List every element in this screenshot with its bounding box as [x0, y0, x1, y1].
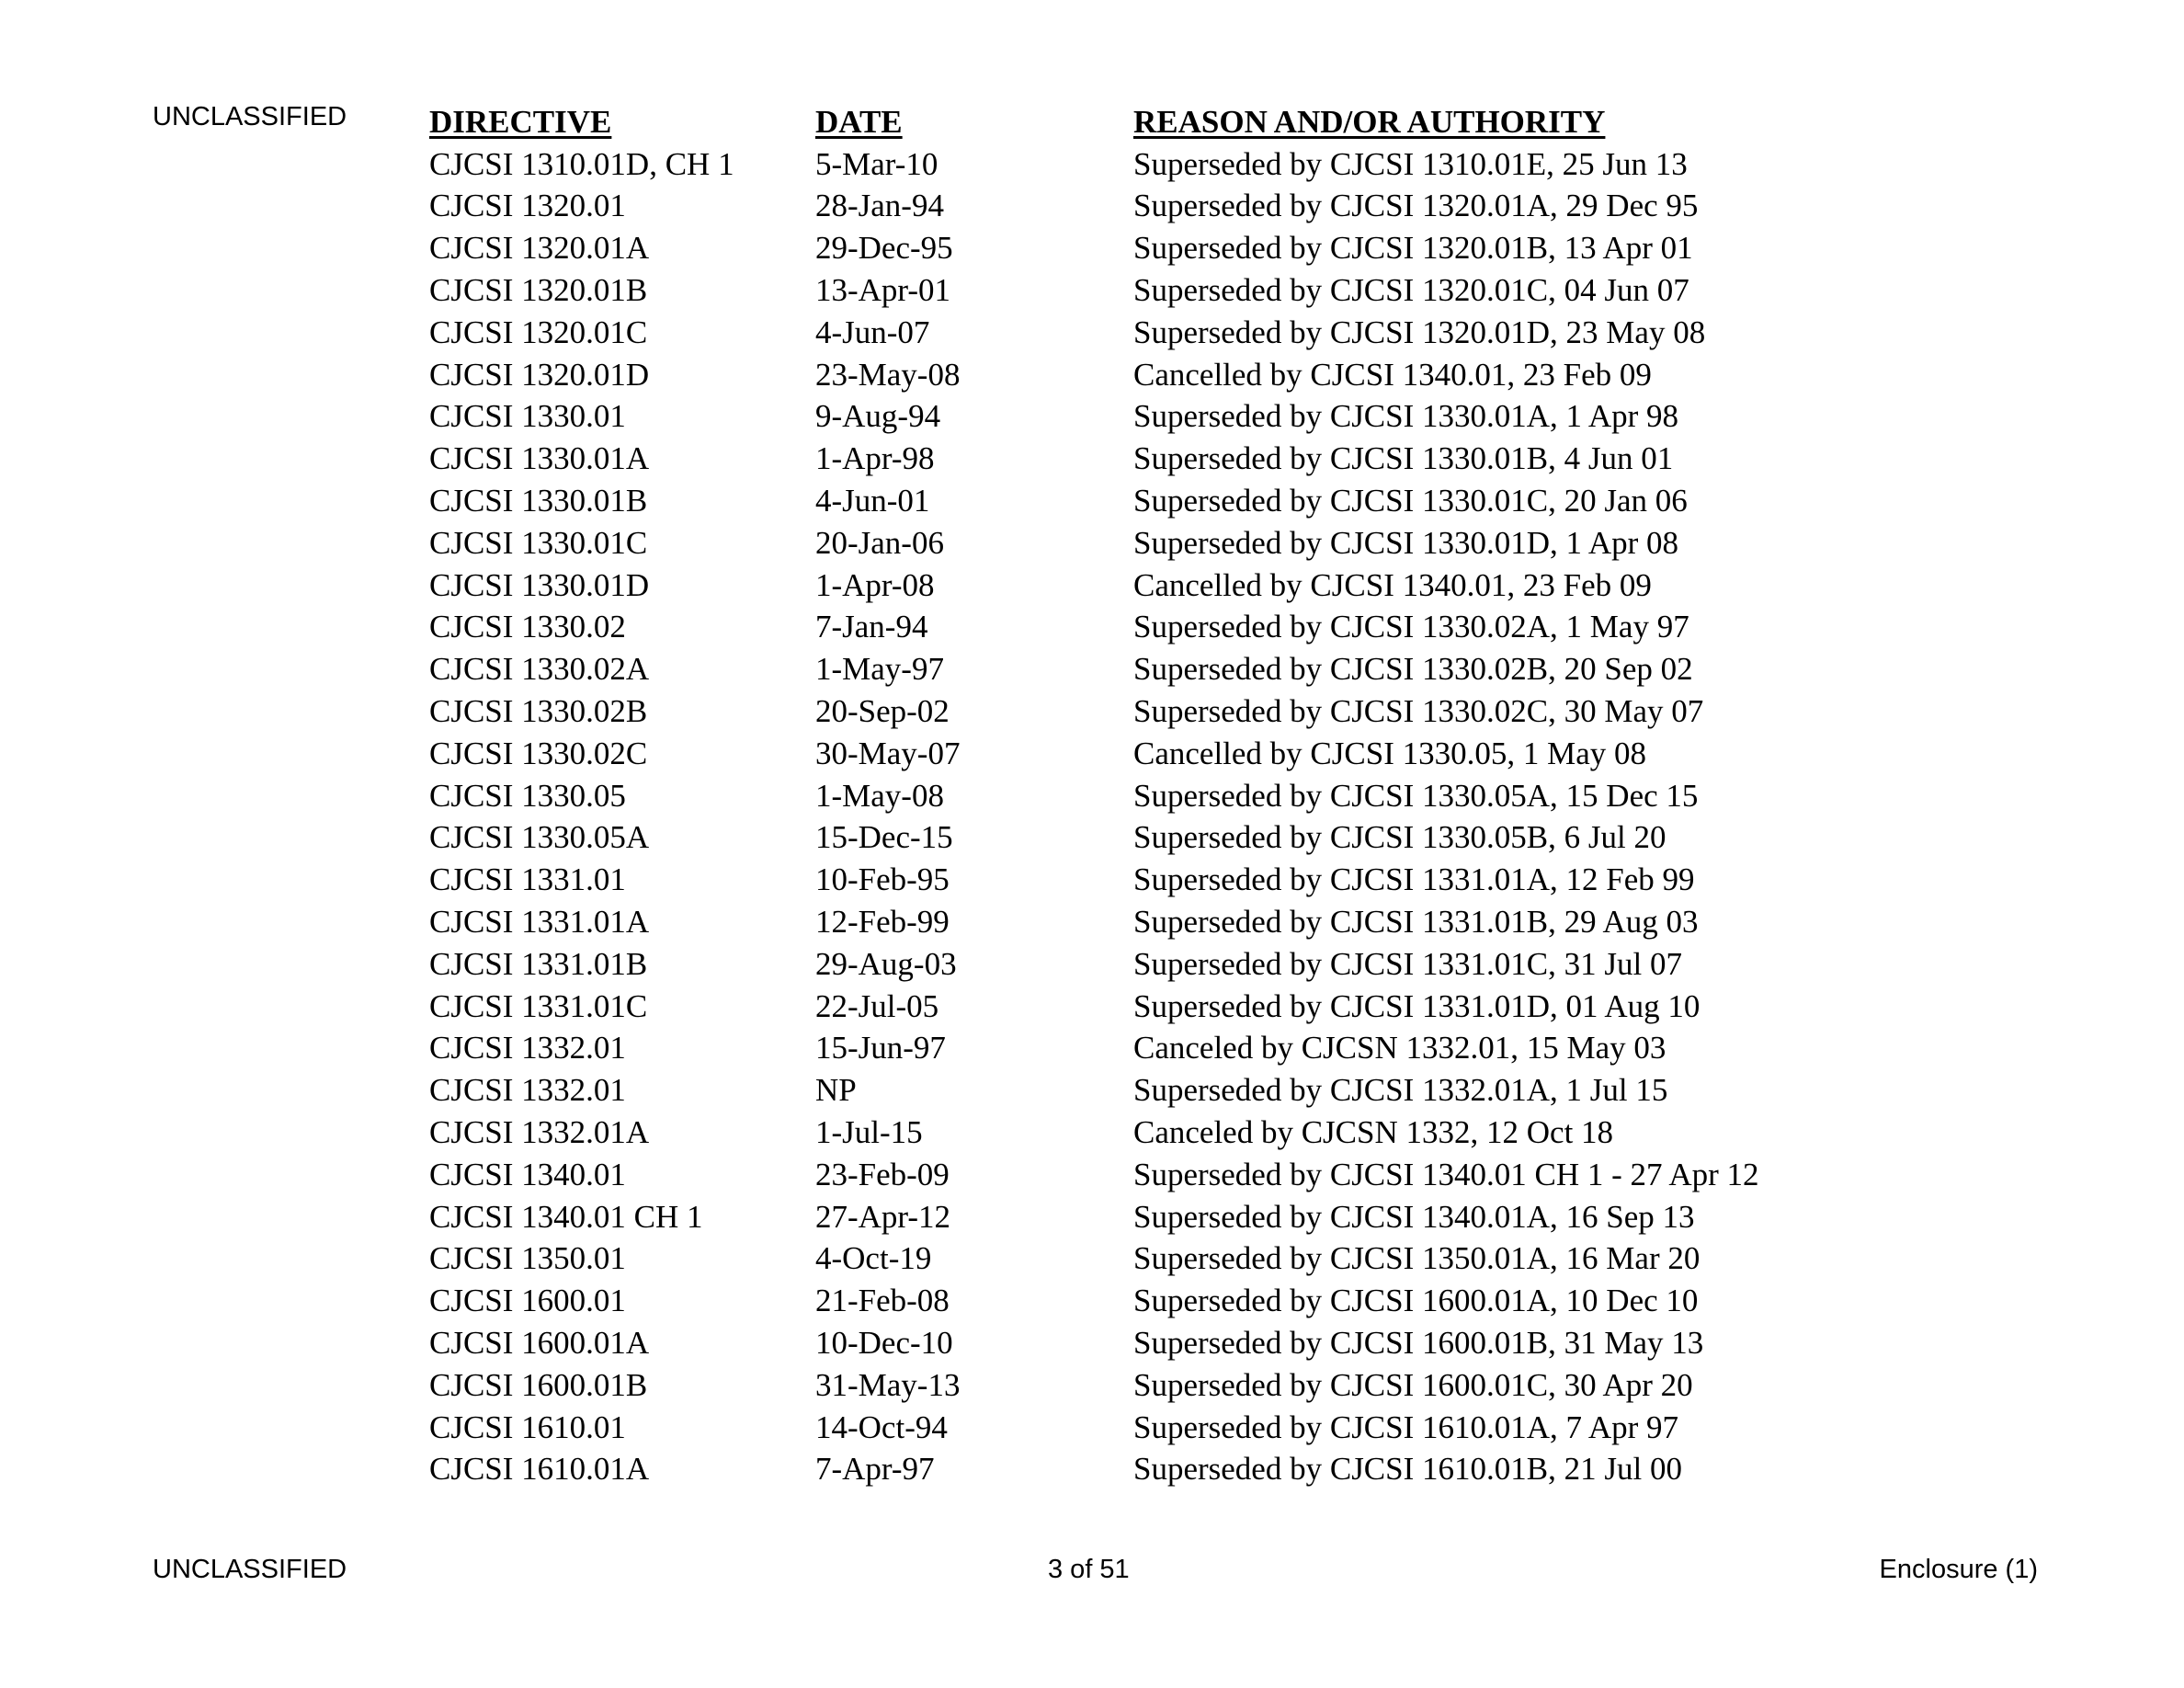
- cell-reason: Superseded by CJCSI 1330.02C, 30 May 07: [1133, 693, 1704, 730]
- table-row: [429, 1028, 1854, 1070]
- cell-reason: Superseded by CJCSI 1600.01B, 31 May 13: [1133, 1325, 1704, 1361]
- cell-directive: CJCSI 1340.01 CH 1: [429, 1198, 703, 1235]
- table-body: [429, 143, 1854, 1491]
- cell-directive: CJCSI 1330.02C: [429, 735, 648, 771]
- cell-directive: CJCSI 1310.01D, CH 1: [429, 145, 734, 182]
- cell-directive: CJCSI 1330.01D: [429, 566, 650, 603]
- cell-directive: CJCSI 1320.01C: [429, 314, 648, 350]
- table-row: [429, 733, 1854, 775]
- cell-date: 4-Jun-01: [815, 483, 930, 519]
- cell-directive: CJCSI 1330.02A: [429, 651, 650, 688]
- cell-date: 4-Jun-07: [815, 314, 930, 350]
- cell-date: 1-May-97: [815, 651, 944, 688]
- table-row: [429, 943, 1854, 986]
- cell-directive: CJCSI 1610.01: [429, 1409, 626, 1445]
- table-row: [429, 1407, 1854, 1449]
- cell-reason: Superseded by CJCSI 1350.01A, 16 Mar 20: [1133, 1240, 1701, 1277]
- cell-date: 5-Mar-10: [815, 145, 938, 182]
- cell-reason: Canceled by CJCSN 1332, 12 Oct 18: [1133, 1114, 1614, 1151]
- enclosure-label: Enclosure (1): [1879, 1555, 2038, 1584]
- cell-reason: Cancelled by CJCSI 1340.01, 23 Feb 09: [1133, 566, 1652, 603]
- cell-date: 7-Apr-97: [815, 1451, 935, 1488]
- cell-directive: CJCSI 1600.01A: [429, 1325, 650, 1361]
- cell-directive: CJCSI 1610.01A: [429, 1451, 650, 1488]
- table-row: [429, 1280, 1854, 1322]
- cell-directive: CJCSI 1330.05: [429, 777, 626, 814]
- cell-directive: CJCSI 1600.01: [429, 1283, 626, 1319]
- cell-reason: Superseded by CJCSI 1320.01D, 23 May 08: [1133, 314, 1706, 350]
- table-row: [429, 901, 1854, 943]
- cell-directive: CJCSI 1350.01: [429, 1240, 626, 1277]
- cell-date: 13-Apr-01: [815, 272, 951, 309]
- table-row: [429, 986, 1854, 1028]
- cell-date: 22-Jul-05: [815, 987, 939, 1024]
- cell-directive: CJCSI 1600.01B: [429, 1366, 648, 1403]
- table-row: [429, 1322, 1854, 1364]
- table-row: [429, 1069, 1854, 1112]
- cell-reason: Superseded by CJCSI 1320.01C, 04 Jun 07: [1133, 272, 1689, 309]
- cell-directive: CJCSI 1320.01D: [429, 356, 650, 393]
- cell-reason: Superseded by CJCSI 1610.01A, 7 Apr 97: [1133, 1409, 1679, 1445]
- cell-date: 29-Aug-03: [815, 945, 957, 982]
- cell-date: 28-Jan-94: [815, 188, 944, 224]
- header-reason: REASON AND/OR AUTHORITY: [1133, 103, 1606, 140]
- table-row: [429, 1238, 1854, 1281]
- table-row: [429, 1364, 1854, 1407]
- table-row: [429, 269, 1854, 312]
- cell-reason: Superseded by CJCSI 1330.01A, 1 Apr 98: [1133, 398, 1679, 435]
- cell-directive: CJCSI 1320.01B: [429, 272, 648, 309]
- cell-directive: CJCSI 1330.05A: [429, 819, 650, 856]
- classification-marking-top: UNCLASSIFIED: [153, 102, 347, 131]
- table-row: [429, 859, 1854, 901]
- cell-directive: CJCSI 1330.01B: [429, 483, 648, 519]
- cell-reason: Superseded by CJCSI 1331.01B, 29 Aug 03: [1133, 904, 1699, 941]
- cell-reason: Cancelled by CJCSI 1340.01, 23 Feb 09: [1133, 356, 1652, 393]
- cell-date: 23-May-08: [815, 356, 961, 393]
- cell-date: 20-Sep-02: [815, 693, 950, 730]
- cell-date: NP: [815, 1072, 857, 1109]
- cell-reason: Superseded by CJCSI 1332.01A, 1 Jul 15: [1133, 1072, 1668, 1109]
- cell-date: 1-May-08: [815, 777, 944, 814]
- cell-directive: CJCSI 1330.01C: [429, 524, 648, 561]
- cell-directive: CJCSI 1331.01: [429, 861, 626, 898]
- cell-reason: Superseded by CJCSI 1330.01B, 4 Jun 01: [1133, 440, 1674, 477]
- cell-date: 1-Apr-98: [815, 440, 935, 477]
- cell-directive: CJCSI 1330.02: [429, 609, 626, 645]
- cell-reason: Superseded by CJCSI 1600.01A, 10 Dec 10: [1133, 1283, 1699, 1319]
- cell-date: 10-Feb-95: [815, 861, 950, 898]
- cell-directive: CJCSI 1331.01C: [429, 987, 648, 1024]
- cell-date: 10-Dec-10: [815, 1325, 953, 1361]
- cell-reason: Superseded by CJCSI 1331.01D, 01 Aug 10: [1133, 987, 1701, 1024]
- cell-reason: Superseded by CJCSI 1330.02A, 1 May 97: [1133, 609, 1689, 645]
- cell-date: 7-Jan-94: [815, 609, 928, 645]
- cell-date: 14-Oct-94: [815, 1409, 948, 1445]
- cell-reason: Superseded by CJCSI 1330.05B, 6 Jul 20: [1133, 819, 1666, 856]
- table-row: [429, 690, 1854, 733]
- cell-date: 27-Apr-12: [815, 1198, 951, 1235]
- header-directive: DIRECTIVE: [429, 103, 612, 140]
- cell-directive: CJCSI 1332.01: [429, 1072, 626, 1109]
- cell-date: 31-May-13: [815, 1366, 961, 1403]
- cell-directive: CJCSI 1332.01: [429, 1030, 626, 1066]
- table-row: [429, 775, 1854, 817]
- table-row: [429, 1154, 1854, 1196]
- cell-reason: Cancelled by CJCSI 1330.05, 1 May 08: [1133, 735, 1647, 771]
- cell-reason: Superseded by CJCSI 1600.01C, 30 Apr 20: [1133, 1366, 1693, 1403]
- table-row: [429, 312, 1854, 354]
- cell-reason: Canceled by CJCSN 1332.01, 15 May 03: [1133, 1030, 1666, 1066]
- cell-reason: Superseded by CJCSI 1330.02B, 20 Sep 02: [1133, 651, 1693, 688]
- cell-date: 20-Jan-06: [815, 524, 944, 561]
- page-number: 3 of 51: [1048, 1555, 1130, 1584]
- cell-reason: Superseded by CJCSI 1340.01A, 16 Sep 13: [1133, 1198, 1695, 1235]
- cell-date: 4-Oct-19: [815, 1240, 932, 1277]
- cell-date: 9-Aug-94: [815, 398, 941, 435]
- table-row: [429, 186, 1854, 228]
- table-row: [429, 438, 1854, 480]
- cell-date: 21-Feb-08: [815, 1283, 950, 1319]
- cell-date: 15-Dec-15: [815, 819, 953, 856]
- cell-reason: Superseded by CJCSI 1330.05A, 15 Dec 15: [1133, 777, 1699, 814]
- table-row: [429, 607, 1854, 649]
- cell-date: 1-Apr-08: [815, 566, 935, 603]
- table-row: [429, 1449, 1854, 1491]
- cell-directive: CJCSI 1340.01: [429, 1156, 626, 1192]
- cell-date: 12-Feb-99: [815, 904, 950, 941]
- table-row: [429, 143, 1854, 186]
- cell-reason: Superseded by CJCSI 1330.01C, 20 Jan 06: [1133, 483, 1688, 519]
- table-header-row: [429, 101, 1854, 143]
- classification-marking-bottom: UNCLASSIFIED: [153, 1555, 347, 1584]
- cell-reason: Superseded by CJCSI 1331.01A, 12 Feb 99: [1133, 861, 1695, 898]
- table-row: [429, 648, 1854, 690]
- cell-reason: Superseded by CJCSI 1331.01C, 31 Jul 07: [1133, 945, 1682, 982]
- header-date: DATE: [815, 103, 903, 140]
- table-row: [429, 354, 1854, 396]
- table-row: [429, 480, 1854, 522]
- cell-directive: CJCSI 1331.01A: [429, 904, 650, 941]
- cell-date: 15-Jun-97: [815, 1030, 946, 1066]
- cell-date: 1-Jul-15: [815, 1114, 923, 1151]
- table-row: [429, 1196, 1854, 1238]
- cell-directive: CJCSI 1320.01: [429, 188, 626, 224]
- cell-directive: CJCSI 1331.01B: [429, 945, 648, 982]
- cell-reason: Superseded by CJCSI 1340.01 CH 1 - 27 Apr 12: [1133, 1156, 1759, 1192]
- cell-reason: Superseded by CJCSI 1320.01A, 29 Dec 95: [1133, 188, 1699, 224]
- cell-directive: CJCSI 1320.01A: [429, 230, 650, 267]
- cell-directive: CJCSI 1330.02B: [429, 693, 648, 730]
- table-row: [429, 396, 1854, 439]
- cell-directive: CJCSI 1330.01A: [429, 440, 650, 477]
- table-row: [429, 565, 1854, 607]
- table-row: [429, 522, 1854, 565]
- cell-reason: Superseded by CJCSI 1320.01B, 13 Apr 01: [1133, 230, 1693, 267]
- directives-table: [429, 101, 1854, 1490]
- cell-date: 23-Feb-09: [815, 1156, 950, 1192]
- cell-date: 30-May-07: [815, 735, 961, 771]
- cell-reason: Superseded by CJCSI 1330.01D, 1 Apr 08: [1133, 524, 1679, 561]
- cell-date: 29-Dec-95: [815, 230, 953, 267]
- cell-directive: CJCSI 1332.01A: [429, 1114, 650, 1151]
- cell-reason: Superseded by CJCSI 1610.01B, 21 Jul 00: [1133, 1451, 1682, 1488]
- table-row: [429, 227, 1854, 269]
- cell-directive: CJCSI 1330.01: [429, 398, 626, 435]
- table-row: [429, 817, 1854, 860]
- table-row: [429, 1112, 1854, 1154]
- cell-reason: Superseded by CJCSI 1310.01E, 25 Jun 13: [1133, 145, 1688, 182]
